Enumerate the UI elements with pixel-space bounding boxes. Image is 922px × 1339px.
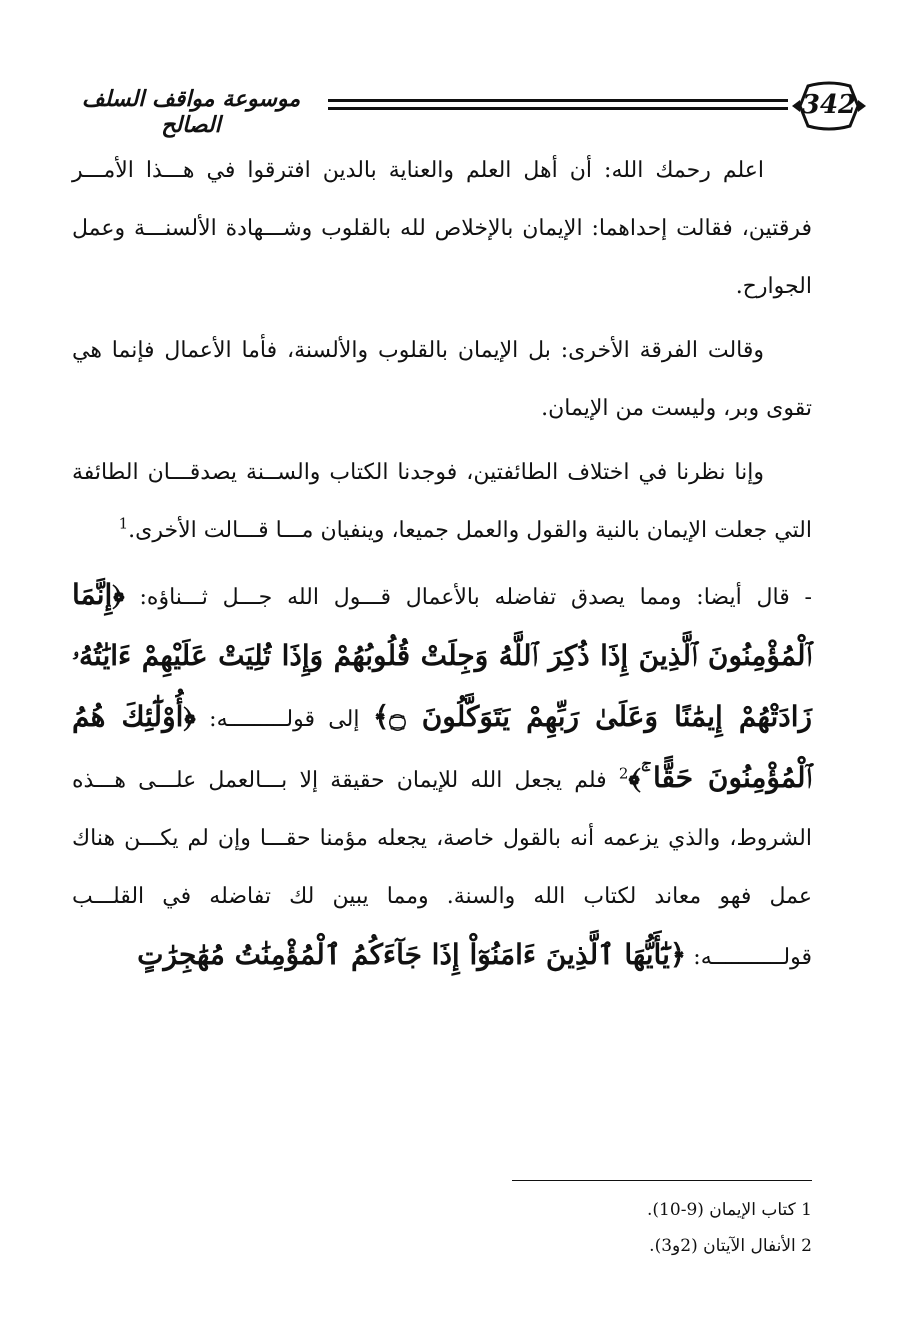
paragraph-1: اعلم رحمك الله: أن أهل العلم والعناية بالدين افترقوا في هـــذا الأمـــر فرقتين، فقالت إحداهما: الإيمان بالإخلاص لله بالقلوب وشـــهادة الألسنـــة وعمل الجوارح. xyxy=(72,158,812,299)
footnote-2 xyxy=(500,1228,812,1264)
footnotes xyxy=(500,1192,812,1264)
paragraph-4-mid: إلى قولـــــــــه: xyxy=(209,707,360,732)
header-rule-bottom xyxy=(328,107,788,110)
paragraph-3 xyxy=(72,444,812,560)
page-number-badge xyxy=(790,78,868,134)
footnote-ref-1: 1 xyxy=(118,514,129,533)
footnote-number: 1 xyxy=(801,1200,812,1220)
footnote-1 xyxy=(500,1192,812,1228)
footnote-separator xyxy=(512,1180,812,1181)
footnote-ref-2: 2 xyxy=(618,764,629,783)
series-title: موسوعة مواقف السلف الصالح xyxy=(81,86,301,138)
quran-verse-1: ﴿إِنَّمَا ٱلْمُؤْمِنُونَ ٱلَّذِينَ إِذَا ذُكِرَ ٱللَّهُ وَجِلَتْ قُلُوبُهُمْ وَإِذَا تُلِيَتْ عَلَيْهِمْ ءَايَٰتُهُۥ زَادَتْهُمْ إِيمَٰنًا وَعَلَىٰ رَبِّهِمْ يَتَوَكَّلُونَ ۝﴾ xyxy=(72,578,813,733)
paragraph-4-tail: فلم يجعل الله للإيمان حقيقة إلا بـــالعمل علـــى هـــذه الشروط، والذي يزعمه أنه بالقول خاصة، يجعله مؤمنا حقـــا وإن لم يكـــن هناك عمل فهو معاند لكتاب الله والسنة. ومما يبين لك تفاضله في القلـــب قولـــــــــــه: xyxy=(72,768,812,970)
paragraph-3-text: وإنا نظرنا في اختلاف الطائفتين، فوجدنا الكتاب والســنة يصدقـــان الطائفة التي جعلت الإيمان بالنية والقول والعمل جميعا، وينفيان مـــا قـــالت الأخرى. xyxy=(72,460,812,543)
footnote-text: الأنفال الآيتان (2و3). xyxy=(649,1236,796,1256)
footnote-number: 2 xyxy=(801,1236,812,1256)
header-rule-top xyxy=(328,99,788,102)
footnote-text: كتاب الإيمان (9-10). xyxy=(647,1200,796,1220)
main-text xyxy=(72,142,812,993)
paragraph-2: وقالت الفرقة الأخرى: بل الإيمان بالقلوب والألسنة، فأما الأعمال فإنما هي تقوى وبر، وليست من الإيمان. xyxy=(72,338,812,421)
quran-verse-2: ﴿أُوْلَٰٓئِكَ هُمُ ٱلْمُؤْمِنُونَ حَقًّا ۚ﴾ xyxy=(72,700,812,794)
page-number: 342 xyxy=(801,90,857,120)
paragraph-4-lead: - قال أيضا: ومما يصدق تفاضله بالأعمال قـــول الله جـــل ثـــناؤه: xyxy=(139,585,812,610)
page-header xyxy=(60,78,868,136)
paragraph-4 xyxy=(72,566,812,987)
quran-verse-3: ﴿يَٰٓأَيُّهَا ٱلَّذِينَ ءَامَنُوٓاْ إِذَا جَآءَكُمُ ٱلْمُؤْمِنَٰتُ مُهَٰجِرَٰتٍ xyxy=(137,938,687,971)
